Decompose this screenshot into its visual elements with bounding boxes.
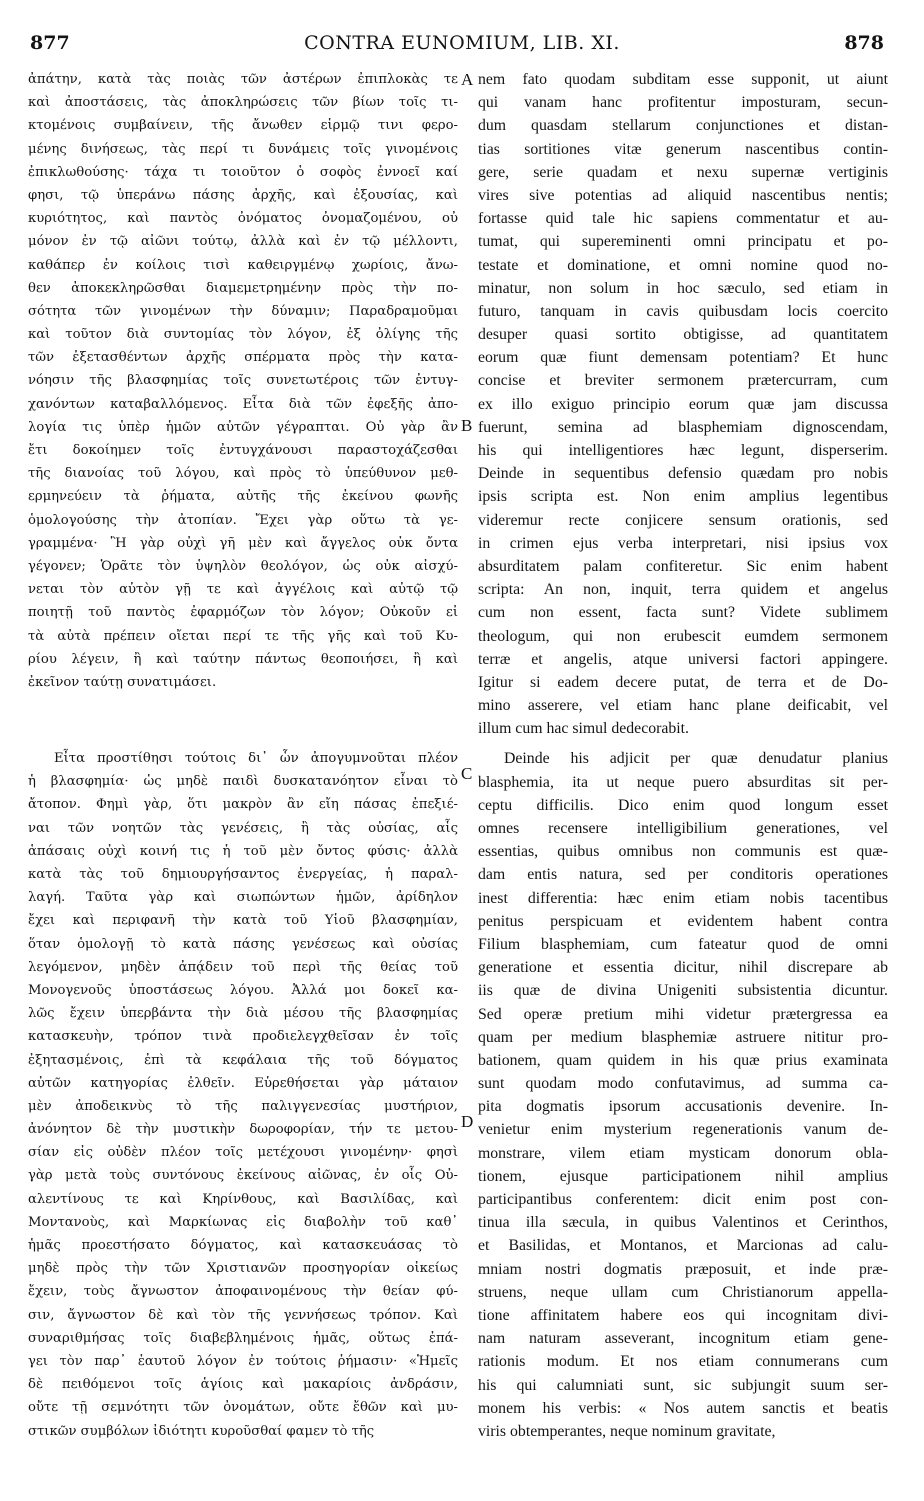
greek-text-line: ἀνόνητον δὲ τὴν μυστικὴν δωροφορίαν, τήν τε μετου- [28,1122,458,1138]
latin-paragraph-2 [478,747,888,1443]
greek-text-line: νόησιν τῆς βλασφημίας τοῖς συνετωτέροις τῶν ἐντυγ- [28,373,458,389]
latin-text-line: fortasse quid tale hic sapiens commentatur et au- [478,210,888,228]
greek-text-line: λογία τις ὑπὲρ ἡμῶν αὐτῶν γέγραπται. Οὐ γὰρ ἂν [28,419,458,435]
paragraph-gap [28,694,458,747]
latin-text-line: desuper quasi sortito obtigisse, ad quantitatem [478,326,888,344]
latin-text-line: terræ et angelis, atque universi factori appingere. [478,650,888,668]
greek-text-line: ἀπάτην, κατὰ τὰς ποιὰς τῶν ἀστέρων ἐπιπλοκὰς τε [28,72,458,87]
latin-text-line: nem fato quodam subditam esse supponit, ut aiunt [478,71,888,88]
latin-text-line: iis quæ de divina Unigeniti subsistentia dicuntur. [478,982,888,1000]
greek-text-line: ναι τῶν νοητῶν τὰς γενέσεις, ἢ τὰς οὐσίας, αἷς [28,820,458,836]
greek-text-line: κατὰ τὰς τοῦ δημιουργήσαντος ἐνεργείας, ἡ παραλ- [28,867,458,882]
latin-text-line: omnes recensere intelligibilium generationes, vel [478,820,888,837]
page-number-left: 877 [30,32,70,54]
latin-text-line: blasphemia, ita ut neque puero absurditas sit per- [478,773,888,791]
greek-text-line: οὔτε τῇ σεμνότητι τῶν ὀνομάτων, οὔτε ἔθῶν καὶ μυ- [28,1400,458,1416]
greek-text-line: θεν ἀποκεκληρῶσθαι διαμεμετρημένην πρὸς τὴν πο- [28,280,458,296]
greek-text-line: ποιητῇ τοῦ παντὸς ἐφαρμόζων τὸν λόγον; Οὐκοῦν εἰ [28,605,458,621]
greek-text-line: κατασκευὴν, τρόπον τινὰ προδιελεγχθεῖσαν ἐν τοῖς [28,1029,458,1045]
greek-text-line: ὁμολογούσης τὴν ἀτοπίαν. Ἔχει γὰρ οὕτω τὰ γε- [28,512,458,528]
greek-text-line: γει τὸν παρ᾽ ἑαυτοῦ λόγον ἐν τούτοις ῥήμασιν· «Ἡμεῖς [28,1353,458,1369]
page-header [0,30,924,58]
latin-text-line: sunt quodam modo confutavimus, ad summa ca- [478,1075,888,1093]
section-marker-b: B [461,416,473,435]
latin-text-line: tias sortitiones vitæ generum nascentibus contin- [478,140,888,158]
latin-text-line: monem his verbis: « Nos autem sanctis et beatis [478,1399,888,1417]
latin-text-line: tione affinitatem habere eos qui incognitam divi- [478,1306,888,1324]
latin-text-line: testate et dominatione, et omni nomine quod no- [478,256,888,274]
latin-text-line: participantibus conferentem: dicit enim post con- [478,1191,888,1208]
greek-text-line: ἐξητασμένοις, ἐπὶ τὰ κεφάλαια τῆς τοῦ δόγματος [28,1052,458,1068]
latin-text-line: Igitur si eadem decere putat, de terra et de Do- [478,673,888,691]
greek-text-line: σότητα τῶν γινομένων τὴν δύναμιν; Παραδραμοῦμαι [28,303,458,319]
latin-text-line: et Basilidas, et Montanos, et Marcionas ad calu- [478,1237,888,1255]
greek-text-line: ἔτι δοκοίημεν τοῖς ἐντυγχάνουσι παραστοχάζεσθαι [28,443,458,458]
section-marker-d: D [461,1112,474,1131]
greek-text-line: γὰρ μετὰ τοὺς συντόνους ἐκείνους αἰῶνας, ἐν οἷς Οὐ- [28,1168,458,1184]
latin-text-line: Sed operæ pretium mihi videtur prætergressa ea [478,1005,888,1023]
latin-text-line: vires sive potentias ad aliquid nascentibus nentis; [478,186,888,204]
latin-text-line: dam entis natura, sed per conditoris operationes [478,866,888,884]
latin-text-line: Filium blasphemiam, cum fateatur quod de omni [478,935,888,953]
latin-paragraph-1 [478,68,888,740]
greek-text-line: φησι, τῷ ὑπεράνω πάσης ἀρχῆς, καὶ ἐξουσίας, καὶ [28,187,458,203]
latin-column [478,68,888,1443]
greek-text-line: καὶ ἀποστάσεις, τὰς ἀποκληρώσεις τῶν βίων τοῖς τι- [28,95,458,111]
greek-text-line: δὲ πειθόμενοι τοῖς ἁγίοις καὶ μακαρίοις ἀνδράσιν, [28,1377,458,1393]
greek-text-line: σίαν εἰς οὐδὲν πλέον τοῖς μετέχουσι γινομένην· φησὶ [28,1145,458,1161]
running-title: CONTRA EUNOMIUM, LIB. XI. [304,32,620,54]
latin-text-line: cum non essent, facta sunt? Videte sublimem [478,604,888,622]
latin-text-line: gere, serie quadam et nexu supernæ vertiginis [478,163,888,181]
greek-paragraph-2 [28,747,458,1443]
latin-text-line: inest differentia: hæc enim etiam nobis tacentibus [478,889,888,907]
greek-text-line: μηδὲ πρὸς τὴν τῶν Χριστιανῶν προσηγορίαν οἰκείως [28,1261,458,1277]
latin-text-line: in crimen ejus verba interpretari, nisi ipsius vox [478,534,888,552]
latin-text-line: absurditatem palam confiteretur. Sic enim habent [478,557,888,575]
latin-text-line: his qui calumniati sunt, sic subjungit suum ser- [478,1376,888,1394]
greek-text-line: συναριθμήσας τοῖς διαβεβλημένοις ἡμᾶς, οὕτως ἐπά- [28,1330,458,1346]
latin-text-line: mino asserere, vel etiam hanc plane deificabit, vel [478,697,888,715]
greek-text-line: ἡ βλασφημία· ὡς μηδὲ παιδὶ δυσκατανόητον εἶναι τὸ [28,774,458,790]
greek-text-line: ἐπικλωθούσης· τάχα τι τοιοῦτον ὁ σοφὸς ἐννοεῖ καί [28,164,458,180]
greek-text-line: λεγόμενον, μηδὲν ἀπᾴδειν τοῦ περὶ τῆς θείας τοῦ [28,959,458,975]
latin-text-line: ceptu difficilis. Dico enim quod longum esset [478,796,888,814]
latin-text-line: struens, neque ullam cum Christianorum appella- [478,1283,888,1301]
latin-text-line: monstrare, vilem etiam mysticam donorum obla- [478,1144,888,1162]
latin-text-line: theologum, qui non erubescit eumdem sermonem [478,627,888,645]
greek-text-line: ρίου λέγειν, ἢ καὶ ταύτην πάντως θεοποιήσει, ἢ καὶ [28,651,458,667]
latin-text-line: tinua illa sæcula, in quibus Valentinos et Cerinthos, [478,1214,888,1232]
greek-text-line: χανόντων καταβαλλόμενος. Εἶτα διὰ τῶν ἐφεξῆς ἀπο- [28,396,458,412]
greek-text-line: ἄτοπον. Φημὶ γὰρ, ὅτι μακρὸν ἂν εἴη πάσας ἐπεξιέ- [28,797,458,813]
latin-text-line: fuerunt, semina ad blasphemiam dignoscendam, [478,418,888,436]
greek-text-line: λαγή. Ταῦτα γὰρ καὶ σιωπώντων ἡμῶν, ἀρίδηλον [28,890,458,906]
greek-text-line: αὐτῶν κατηγορίας ἐλθεῖν. Εὑρεθήσεται γὰρ μάταιον [28,1075,458,1091]
greek-text-line: Μοντανοὺς, καὶ Μαρκίωνας εἰς διαβολὴν τοῦ καθ᾽ [28,1214,458,1230]
latin-text-line: penitus perspicuam et evidentem habent contra [478,912,888,930]
greek-text-line: μὲν ἀποδεικνὺς τὸ τῆς παλιγγενεσίας μυστήριον, [28,1098,458,1114]
latin-text-line: ex illo exiguo principio eorum quæ jam discussa [478,395,888,413]
latin-text-line: venietur enim mysterium regenerationis vanum de- [478,1121,888,1139]
greek-text-line: τῶν ἐξετασθέντων ἀρχῆς σπέρματα πρὸς τὴν κατα- [28,350,458,366]
latin-text-line: dum quasdam stellarum conjunctiones et distan- [478,117,888,135]
latin-text-line: concise et breviter sermonem prætercurram, cum [478,372,888,390]
greek-text-line: ἔχει καὶ περιφανῆ τὴν κατὰ τοῦ Υἱοῦ βλασφημίαν, [28,913,458,929]
latin-text-line: ipsis scripta est. Non enim amplius legentibus [478,488,888,506]
latin-text-line: pita dogmatis ipsorum accusationis devenire. In- [478,1098,888,1116]
greek-text-line: γραμμένα· Ἢ γὰρ οὐχὶ γῆ μὲν καὶ ἄγγελος οὐκ ὄντα [28,535,458,551]
latin-text-line: eorum quæ fiunt demensam potentiam? Et hunc [478,349,888,367]
greek-text-line: κυριότητος, καὶ παντὸς ὀνόματος ὀνομαζομένου, οὐ [28,211,458,227]
latin-text-line: essentias, quibus omnibus non communis est quæ- [478,843,888,861]
greek-column [28,68,458,1443]
greek-text-line: καὶ τοῦτον διὰ συντομίας τὸν λόγον, ἐξ ὀλίγης τῆς [28,327,458,343]
latin-text-line: his qui intelligentiores hæc legunt, disperserim. [478,442,888,459]
greek-text-line: μόνον ἐν τῷ αἰῶνι τούτῳ, ἀλλὰ καὶ ἐν τῷ μέλλοντι, [28,234,458,250]
latin-text-line: nam naturam asseverant, incognitum etiam gene- [478,1330,888,1348]
greek-text-line: ερμηνεύειν τὰ ῥήματα, αὐτῆς τῆς ἐκείνου φωνῆς [28,489,458,505]
latin-text-line: bationem, quam quidem in his quæ prius examinata [478,1051,888,1069]
latin-text-line: quam per medium blasphemiæ astruere nititur pro- [478,1028,888,1046]
paragraph-gap [478,740,888,747]
latin-text-line: tumat, qui supereminenti omni principatu et po- [478,233,888,251]
page-number-right: 878 [844,32,884,54]
greek-text-line: σιν, ἄγνωστον δὲ καὶ τὸν τῆς γεννήσεως τρόπον. Καὶ [28,1307,458,1323]
latin-text-line: illum cum hac simul dedecorabit. [478,720,690,738]
latin-text-line: Deinde his adjicit per quæ denudatur planius [504,750,888,768]
section-marker-c: C [461,764,473,783]
latin-text-line: scripta: An non, inquit, terra quidem et angelus [478,581,888,599]
greek-text-line: ὅταν ὁμολογῇ τὸ κατὰ πάσης γενέσεως καὶ οὐσίας [28,936,458,952]
greek-text-line: ἡμᾶς προεστήσατο δόγματος, καὶ κατασκευάσας τὸ [28,1238,458,1253]
latin-text-line: minatur, non solum in hoc sæculo, sed etiam in [478,279,888,297]
latin-text-line: generatione et essentia dicitur, nihil discrepare ab [478,959,888,977]
latin-text-line: tionem, ejusque participationem nihil amplius [478,1167,888,1185]
greek-text-line: ἁπάσαις οὐχὶ κοινή τις ἡ τοῦ μὲν ὄντος φύσις· ἀλλὰ [28,843,458,859]
greek-text-line: μένης δινήσεως, τὰς περί τι δυνάμεις τοῖς γινομένοις [28,141,458,157]
latin-text-line: videremur recte conjicere sensum orationis, sed [478,511,888,529]
greek-text-line: ἔχειν, τοὺς ἄγνωστον ἀποφαινομένους τὴν θείαν φύ- [28,1284,458,1300]
greek-text-line: Μονογενοῦς ὑποστάσεως λόγου. Ἀλλά μοι δοκεῖ κα- [28,982,458,998]
latin-text-line: viris obtemperantes, neque nominum gravitate, [478,1422,776,1440]
greek-text-line: τῆς διανοίας τοῦ λόγου, καὶ πρὸς τὸ ὑπεύθυνον μεθ- [28,466,458,482]
latin-text-line: mniam nostri dogmatis præposuit, et inde præ- [478,1260,888,1278]
greek-text-line: γέγονεν; Ὁρᾶτε τὸν ὑψηλὸν θεολόγον, ὡς οὐκ αἰσχύ- [28,558,458,574]
greek-text-line: νεται τὸν αὐτὸν γῇ τε καὶ ἀγγέλοις καὶ αὐτῷ τῷ [28,582,458,598]
greek-paragraph-1 [28,68,458,694]
greek-text-line: καθάπερ ἐν κοίλοις τισὶ καθειργμένῳ χωρίοις, ἄνω- [28,257,458,273]
greek-text-line: τὰ αὐτὰ πρέπειν οἴεται περί τε τῆς γῆς καὶ τοῦ Κυ- [28,628,458,644]
greek-text-line: Εἶτα προστίθησι τούτοις δι᾽ ὧν ἀπογυμνοῦται πλέον [54,751,458,767]
greek-text-line: λῶς ἔχειν ὑπερβάντα τὴν διὰ μέσου τῆς βλασφημίας [28,1006,458,1022]
greek-text-line: ἐκεῖνον ταύτῃ συνατιμάσει. [28,674,217,690]
latin-text-line: rationis modum. Et nos etiam connumerans cum [478,1353,888,1371]
section-marker-a: A [461,70,474,89]
latin-text-line: qui vanam hanc profitentur imposturam, secun- [478,94,888,112]
greek-text-line: κτομένοις συμβαίνειν, τῆς ἄνωθεν εἱρμῷ τινι φερο- [28,118,458,134]
greek-text-line: στικῶν συμβόλων ἰδιότητι κυροῦσθαί φαμεν τὸ τῆς [28,1423,375,1439]
latin-text-line: futuro, tanquam in cavis quibusdam locis coercito [478,302,888,320]
greek-text-line: αλεντίνους τε καὶ Κηρίνθους, καὶ Βασιλίδας, καὶ [28,1191,458,1207]
latin-text-line: Deinde in sequentibus defensio quædam pro nobis [478,465,888,483]
